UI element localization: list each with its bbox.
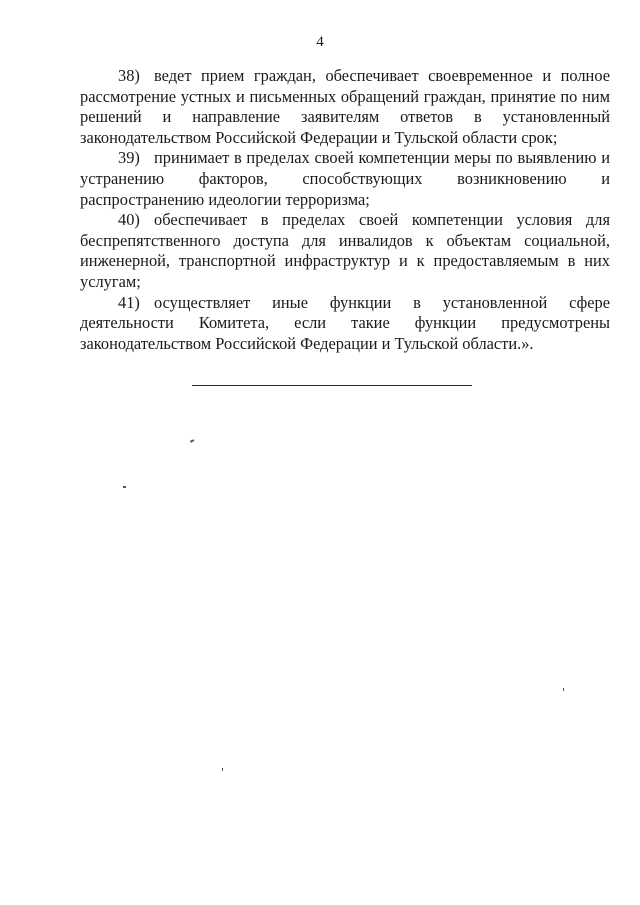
clause-38 bbox=[80, 66, 610, 148]
clause-number: 38) bbox=[118, 66, 140, 85]
clause-text: ведет прием граждан, обеспечивает своевременное и полное рассмотрение устных и письменных обращений граждан, принятие по ним решений и направление заявителям ответов в установленный законодательством Российской Федерации и Тульской области срок; bbox=[80, 66, 610, 147]
page-number: 4 bbox=[316, 34, 324, 50]
clause-41 bbox=[80, 293, 610, 355]
clause-text: осуществляет иные функции в установленной сфере деятельности Комитета, если такие функции предусмотрены законодательством Российской Федерации и Тульской области.». bbox=[80, 292, 610, 353]
clause-text: обеспечивает в пределах своей компетенции условия для беспрепятственного доступа для инвалидов к объектам социальной, инженерной, транспортной инфраструктур и к предоставляемым в них услугам; bbox=[80, 210, 610, 291]
clause-number: 40) bbox=[118, 210, 140, 230]
end-divider bbox=[192, 385, 472, 386]
scan-speck bbox=[190, 439, 194, 442]
document-body bbox=[80, 66, 610, 354]
scan-speck bbox=[563, 688, 564, 691]
scan-speck bbox=[222, 768, 223, 771]
clause-39 bbox=[80, 148, 610, 210]
clause-text: принимает в пределах своей компетенции меры по выявлению и устранению факторов, способствующих возникновению и распространению идеологии терроризма; bbox=[80, 148, 610, 209]
clause-40 bbox=[80, 210, 610, 292]
clause-number: 39) bbox=[118, 148, 140, 168]
scan-speck bbox=[123, 486, 126, 488]
clause-number: 41) bbox=[118, 292, 140, 312]
